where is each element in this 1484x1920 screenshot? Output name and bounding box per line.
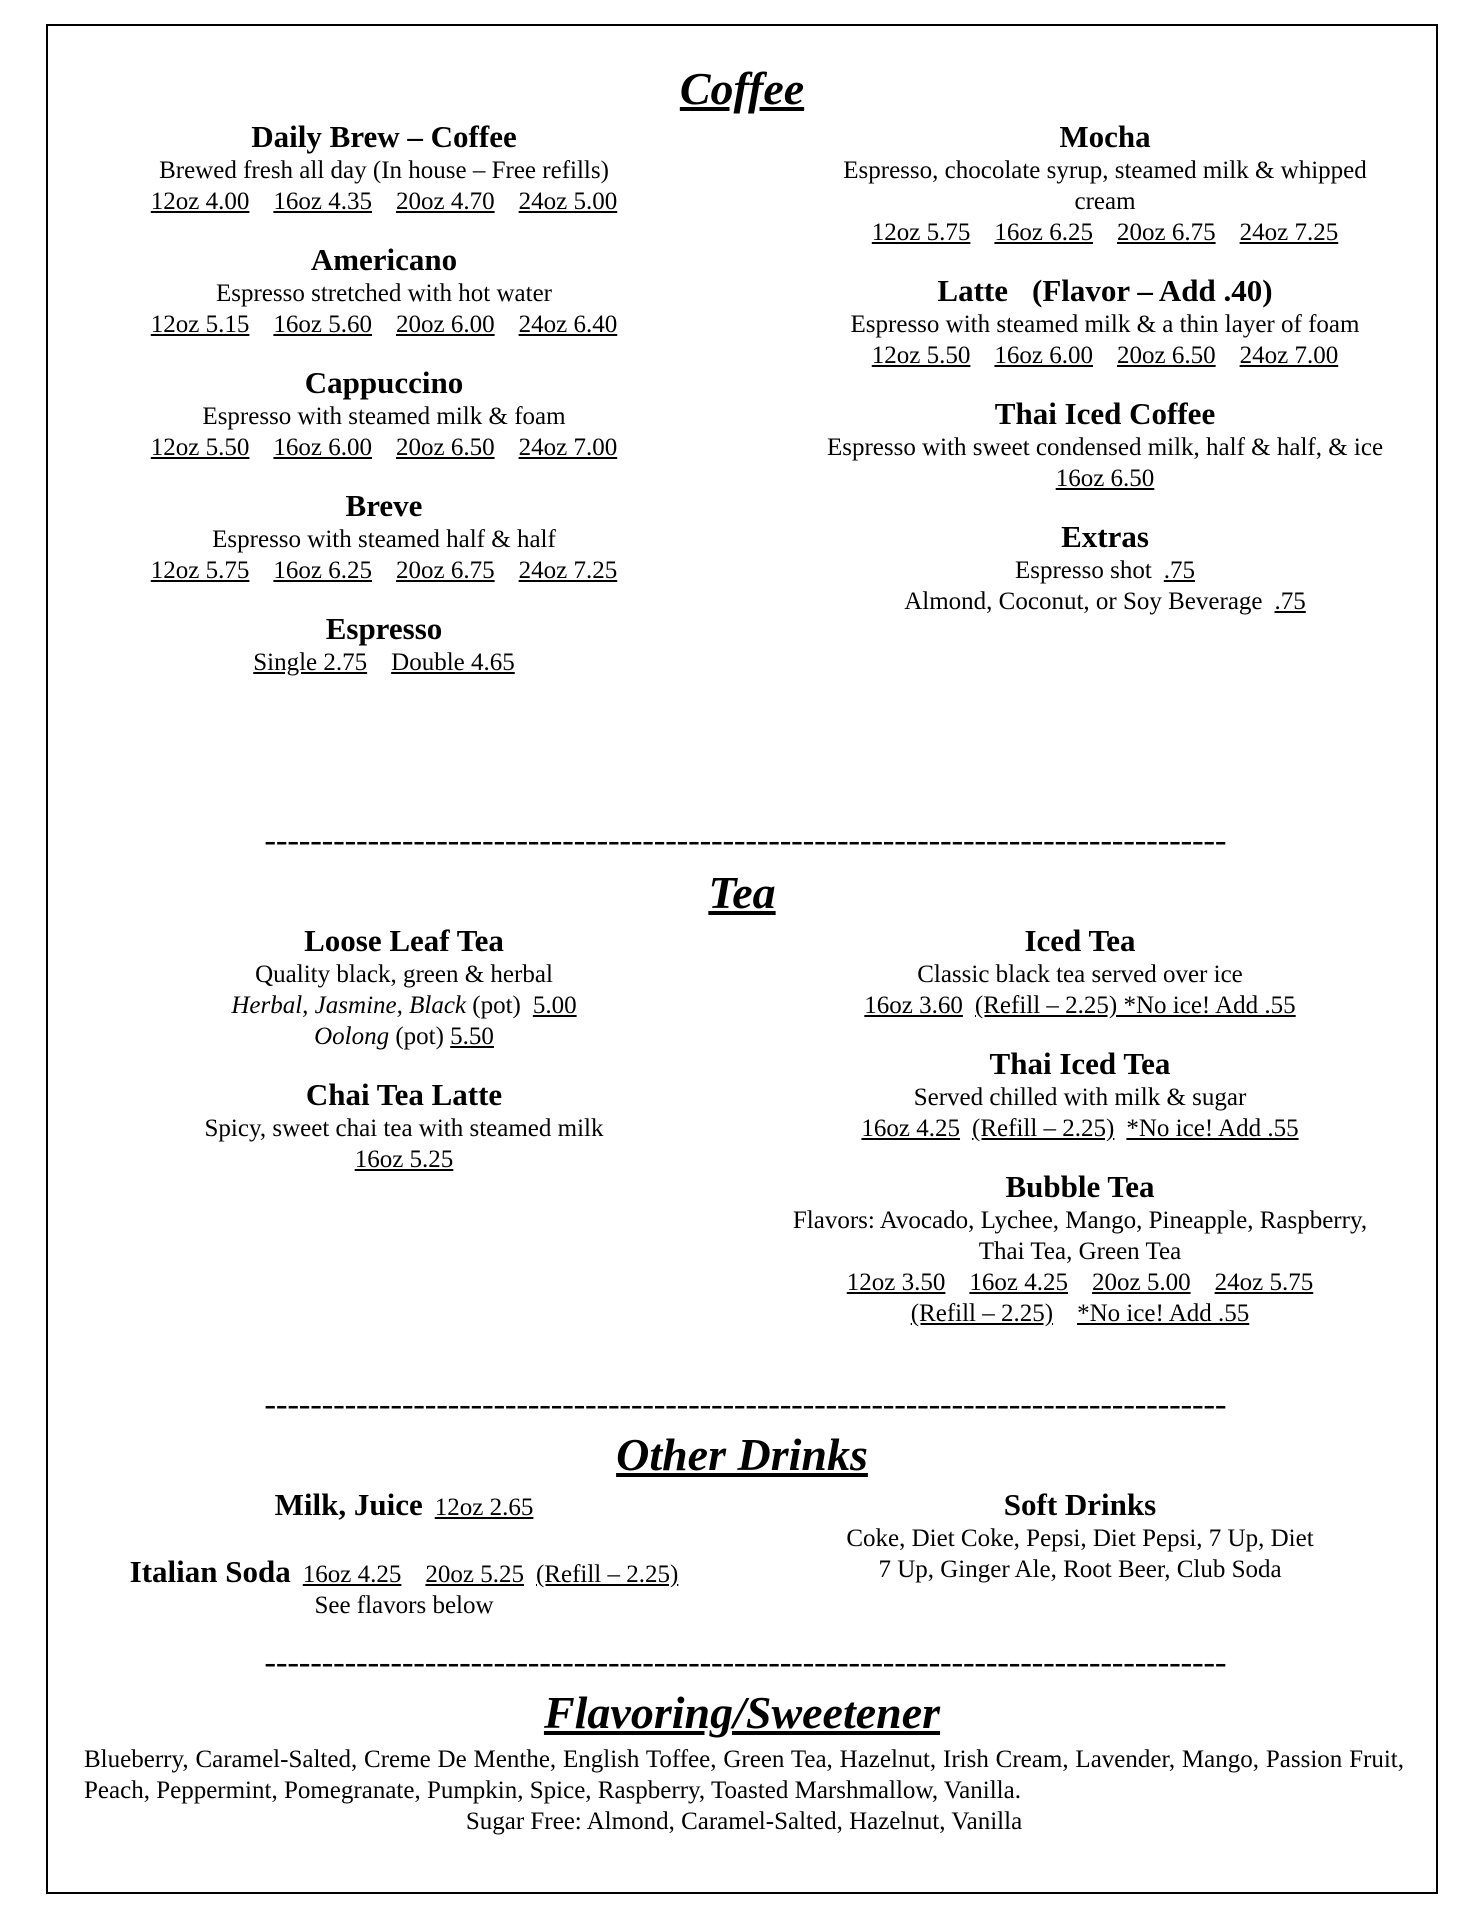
item-description: Espresso with steamed milk & foam [202, 403, 566, 430]
price: .75 [1163, 557, 1196, 584]
price-row [84, 1553, 724, 1590]
price-row [800, 217, 1410, 248]
price: 24oz 7.00 [518, 434, 618, 461]
price: 12oz 3.50 [846, 1269, 946, 1296]
menu-item-espresso [84, 610, 684, 678]
price: 16oz 4.25 [969, 1269, 1068, 1296]
price: 16oz 6.25 [994, 219, 1093, 246]
price: 12oz 5.50 [871, 342, 971, 369]
price: (Refill – 2.25) [972, 1115, 1115, 1142]
item-description: Espresso with steamed half & half [212, 526, 556, 553]
extras-line [800, 555, 1410, 586]
flavoring-section-title: Flavoring/Sweetener [543, 1687, 941, 1738]
menu-item-chai-tea-latte [104, 1076, 704, 1175]
price: 5.50 [450, 1023, 494, 1050]
item-title: Espresso [325, 611, 443, 646]
item-description: Espresso with steamed milk & a thin layer of foam [850, 311, 1360, 338]
extras-line [800, 586, 1410, 617]
price: 24oz 6.40 [518, 311, 618, 338]
price: *No ice! Add .55 [1077, 1300, 1250, 1327]
menu-item-extras [800, 518, 1410, 617]
price: 16oz 4.25 [302, 1561, 402, 1588]
price: 20oz 6.75 [396, 557, 495, 584]
item-title: Extras [1061, 519, 1149, 554]
item-description: Coke, Diet Coke, Pepsi, Diet Pepsi, 7 Up, Diet [846, 1525, 1314, 1552]
price-row [800, 463, 1410, 494]
item-title: Daily Brew – Coffee [251, 119, 517, 154]
other-left-column [84, 1486, 724, 1621]
price: 20oz 6.00 [396, 311, 495, 338]
extras-label: Espresso shot [1014, 557, 1152, 584]
price: 16oz 5.25 [354, 1146, 454, 1173]
price: 12oz 5.50 [150, 434, 250, 461]
menu-item-iced-tea [770, 922, 1390, 1021]
coffee-left-column [84, 118, 684, 702]
coffee-right-column [800, 118, 1410, 641]
other-right-column [790, 1486, 1370, 1585]
item-description: 7 Up, Ginger Ale, Root Beer, Club Soda [878, 1556, 1282, 1583]
price: 20oz 5.00 [1092, 1269, 1191, 1296]
tea-section-title: Tea [708, 867, 776, 918]
item-description: Served chilled with milk & sugar [913, 1084, 1247, 1111]
pot-label: (pot) [395, 1023, 444, 1050]
item-title [800, 272, 1410, 309]
menu-item-americano [84, 241, 684, 340]
section-divider: ------------------------------------------------------------------------------------ [264, 1396, 1226, 1418]
menu-item-thai-iced-tea [770, 1045, 1390, 1144]
price-row [770, 1298, 1390, 1329]
price: 12oz 5.15 [150, 311, 250, 338]
menu-item-milk-juice [84, 1486, 724, 1523]
tea-varieties: Oolong [314, 1023, 390, 1050]
price: 12oz 5.75 [871, 219, 971, 246]
item-title: Thai Iced Tea [989, 1046, 1171, 1081]
price: 16oz 6.00 [994, 342, 1093, 369]
menu-item-latte [800, 272, 1410, 371]
item-title: Thai Iced Coffee [994, 396, 1216, 431]
item-description: Espresso with sweet condensed milk, half & half, & ice [826, 434, 1384, 461]
menu-item-thai-iced-coffee [800, 395, 1410, 494]
menu-item-daily-brew [84, 118, 684, 217]
menu-item-mocha [800, 118, 1410, 248]
item-title: Americano [310, 242, 458, 277]
menu-item-bubble-tea [770, 1168, 1390, 1329]
menu-item-soft-drinks [790, 1486, 1370, 1585]
tea-left-column [104, 922, 704, 1199]
sugar-free-list: Sugar Free: Almond, Caramel-Salted, Hazelnut, Vanilla [465, 1808, 1023, 1835]
price: 12oz 4.00 [150, 188, 250, 215]
price-row [770, 1113, 1390, 1144]
price: *No ice! Add .55 [1126, 1115, 1299, 1142]
price: 24oz 7.00 [1239, 342, 1339, 369]
price: 20oz 6.50 [1117, 342, 1216, 369]
item-title: Iced Tea [1024, 923, 1136, 958]
price: 5.00 [532, 992, 577, 1019]
menu-item-italian-soda [84, 1553, 724, 1621]
price: .75 [1274, 588, 1306, 615]
menu-item-breve [84, 487, 684, 586]
price-row [770, 1267, 1390, 1298]
price: (Refill – 2.25) *No ice! Add .55 [974, 992, 1296, 1019]
item-description: Espresso stretched with hot water [215, 280, 553, 307]
price-row [84, 555, 684, 586]
price: 16oz 4.35 [273, 188, 372, 215]
price-row [84, 186, 684, 217]
price: 12oz 5.75 [150, 557, 250, 584]
price: 20oz 6.75 [1117, 219, 1216, 246]
tea-varieties: Herbal, Jasmine, Black [231, 992, 467, 1019]
price: 16oz 6.00 [273, 434, 372, 461]
extras-label: Almond, Coconut, or Soy Beverage [904, 588, 1263, 615]
price-line [104, 1021, 704, 1052]
item-description: Brewed fresh all day (In house – Free refills) [159, 157, 609, 184]
price-row [84, 647, 684, 678]
price: 20oz 5.25 [425, 1561, 524, 1588]
price: Double 4.65 [391, 649, 515, 676]
item-title: Loose Leaf Tea [304, 923, 504, 958]
price: (Refill – 2.25) [910, 1300, 1054, 1327]
other-drinks-section-title: Other Drinks [616, 1429, 868, 1480]
price: 16oz 5.60 [273, 311, 372, 338]
price: 24oz 5.75 [1214, 1269, 1314, 1296]
price-row [770, 990, 1390, 1021]
price: 16oz 3.60 [864, 992, 963, 1019]
menu-item-cappuccino [84, 364, 684, 463]
item-title: Milk, Juice [274, 1487, 423, 1522]
item-description: Espresso, chocolate syrup, steamed milk & whipped cream [843, 157, 1367, 215]
latte-name: Latte [937, 273, 1009, 308]
item-title: Breve [345, 488, 423, 523]
menu-item-loose-leaf-tea [104, 922, 704, 1052]
item-title: Cappuccino [304, 365, 464, 400]
price: 16oz 6.50 [1055, 465, 1155, 492]
item-title: Soft Drinks [1003, 1487, 1157, 1522]
price: 20oz 4.70 [396, 188, 495, 215]
price: Single 2.75 [253, 649, 368, 676]
item-title: Bubble Tea [1005, 1169, 1155, 1204]
price: 16oz 6.25 [273, 557, 372, 584]
item-title: Italian Soda [129, 1554, 291, 1589]
item-description: Classic black tea served over ice [917, 961, 1243, 988]
latte-flavor-note: (Flavor – Add .40) [1032, 273, 1273, 308]
pot-label: (pot) [472, 992, 521, 1019]
price: 16oz 4.25 [861, 1115, 961, 1142]
price: (Refill – 2.25) [535, 1561, 679, 1588]
price: 12oz 2.65 [434, 1494, 534, 1521]
item-title: Chai Tea Latte [305, 1077, 503, 1112]
item-description: Spicy, sweet chai tea with steamed milk [204, 1115, 604, 1142]
item-note: See flavors below [314, 1592, 494, 1619]
item-description: Flavors: Avocado, Lychee, Mango, Pineapple, Raspberry, Thai Tea, Green Tea [792, 1207, 1368, 1265]
item-description: Quality black, green & herbal [255, 961, 553, 988]
price: 24oz 7.25 [518, 557, 618, 584]
price: 20oz 6.50 [396, 434, 495, 461]
price: 24oz 7.25 [1239, 219, 1339, 246]
section-divider: ------------------------------------------------------------------------------------ [264, 1654, 1226, 1676]
price-row [84, 432, 684, 463]
price-row [104, 1144, 704, 1175]
price-row [84, 309, 684, 340]
coffee-section-title: Coffee [679, 63, 805, 114]
section-divider: ------------------------------------------------------------------------------------ [264, 832, 1226, 854]
item-title: Mocha [1059, 119, 1151, 154]
price: 24oz 5.00 [518, 188, 618, 215]
tea-right-column [770, 922, 1390, 1353]
flavor-list: Blueberry, Caramel-Salted, Creme De Menthe, English Toffee, Green Tea, Hazelnut, Irish Cream, Lavender, Mango, Passion Fruit, Peach, Peppermint, Pomegranate, Pumpkin, Spice, Raspberry, Toasted Marshmallow, Vanilla. [84, 1746, 1404, 1804]
price-line [104, 990, 704, 1021]
flavoring-list-block [84, 1744, 1404, 1837]
price-row [800, 340, 1410, 371]
